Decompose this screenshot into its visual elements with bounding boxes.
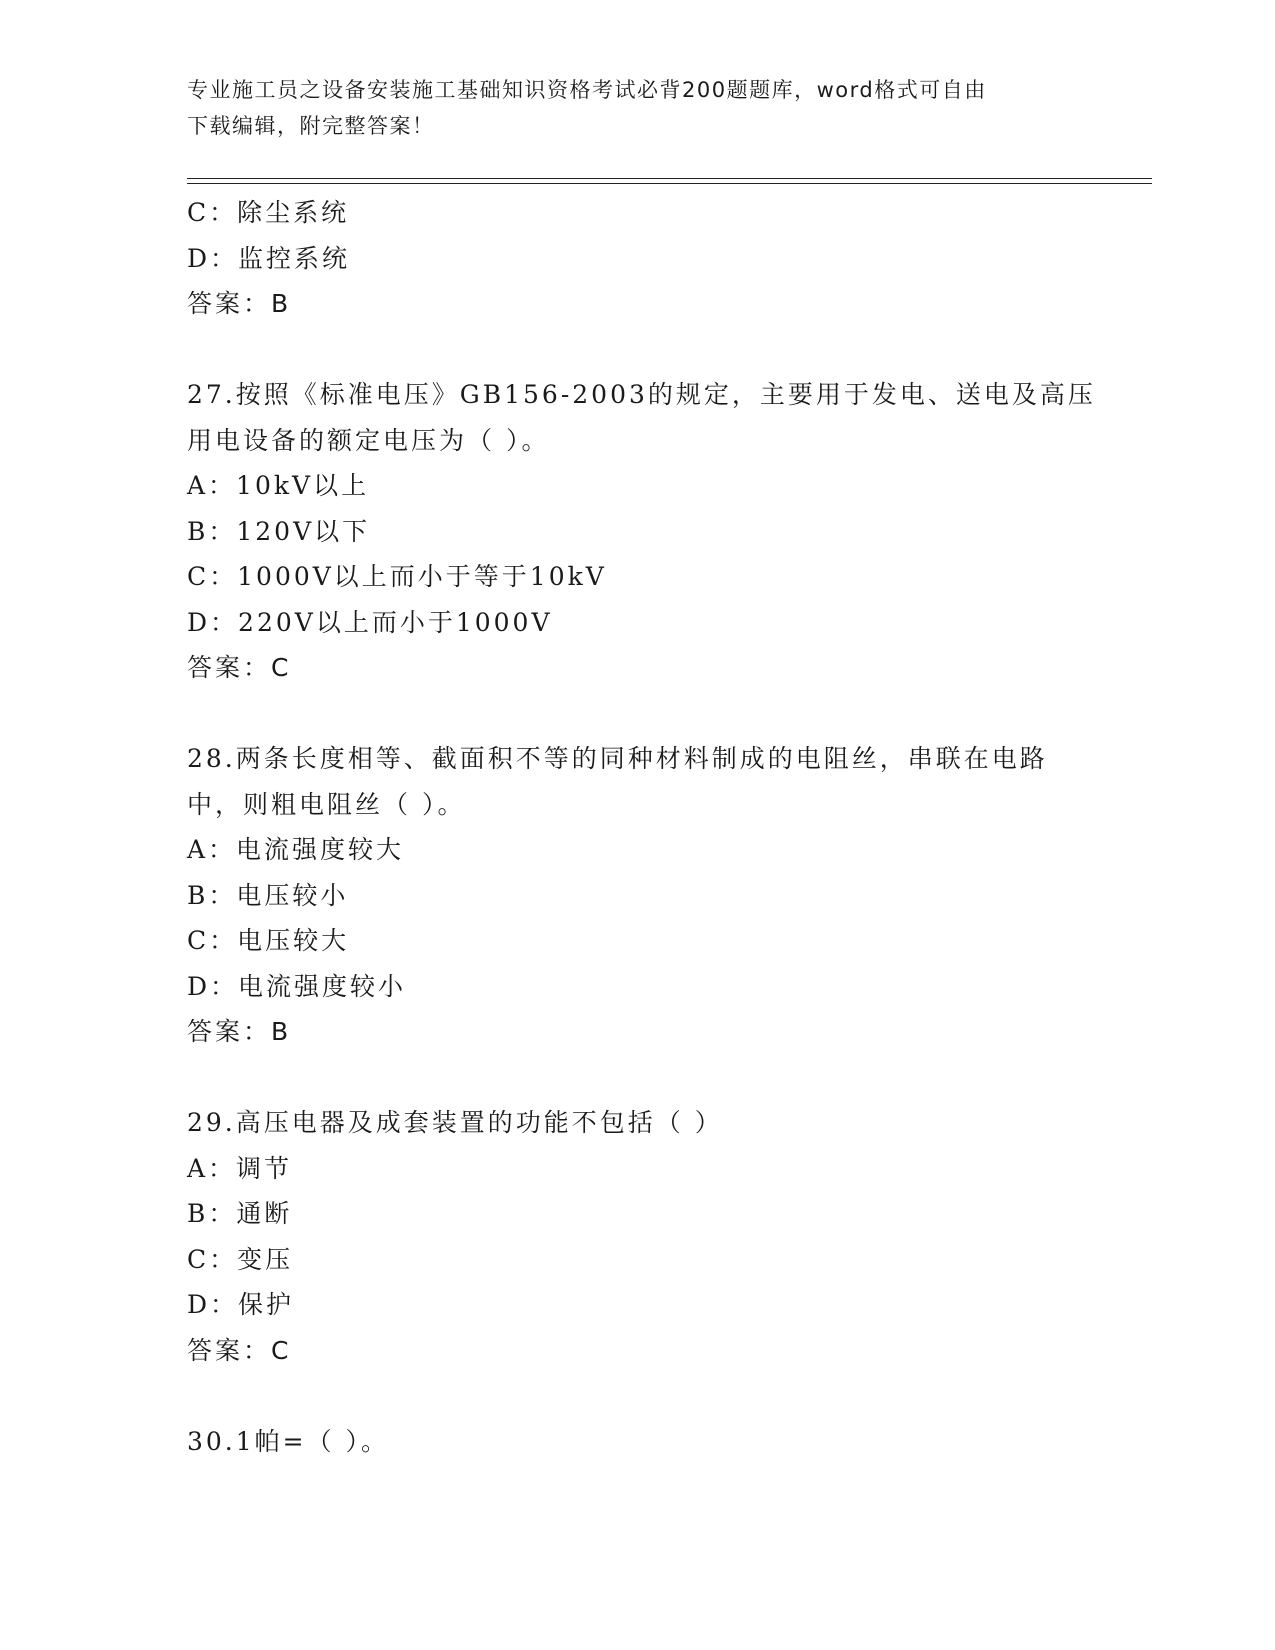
header-divider-bottom [187, 183, 1152, 184]
answer: 答案：C [187, 1335, 292, 1365]
option-a: A：电流强度较大 [187, 835, 405, 864]
page-header [187, 72, 1087, 144]
header-title-line-2: 下载编辑，附完整答案！ [187, 114, 435, 138]
question-29 [187, 1100, 1147, 1373]
option-c: C：变压 [187, 1244, 294, 1274]
question-stem-continued: 用电设备的额定电压为（ ）。 [187, 425, 550, 455]
question-stem: 27.按照《标准电压》GB156-2003的规定，主要用于发电、送电及高压 [187, 380, 1096, 409]
question-list [187, 190, 1147, 1464]
question-30 [187, 1419, 1147, 1465]
option-d: D：220V以上而小于1000V [187, 607, 553, 637]
answer: 答案：B [187, 1017, 292, 1046]
answer: 答案：C [187, 653, 292, 682]
question-stem-continued: 中，则粗电阻丝（ ）。 [187, 789, 466, 819]
option-c: C：除尘系统 [187, 198, 350, 227]
option-a: A：10kV以上 [187, 471, 370, 500]
header-divider-top [187, 178, 1152, 179]
option-b: B：120V以下 [187, 516, 371, 546]
question-stem: 29.高压电器及成套装置的功能不包括（ ） [187, 1108, 723, 1137]
option-d: D：监控系统 [187, 243, 351, 273]
question-stem: 30.1帕=（ ）。 [187, 1426, 390, 1456]
spacer [187, 1055, 1147, 1101]
question-27 [187, 372, 1147, 691]
question-28 [187, 736, 1147, 1055]
spacer [187, 691, 1147, 737]
option-d: D：保护 [187, 1290, 295, 1319]
option-b: B：电压较小 [187, 880, 349, 910]
header-title-line-1: 专业施工员之设备安装施工基础知识资格考试必背200题题库，word格式可自由 [187, 78, 987, 102]
question-stem: 28.两条长度相等、截面积不等的同种材料制成的电阻丝，串联在电路 [187, 744, 1048, 773]
option-c: C：1000V以上而小于等于10kV [187, 562, 607, 591]
question-26-tail [187, 190, 1147, 327]
option-c: C：电压较大 [187, 926, 350, 955]
option-a: A：调节 [187, 1153, 293, 1183]
spacer [187, 1373, 1147, 1419]
spacer [187, 327, 1147, 373]
option-d: D：电流强度较小 [187, 971, 407, 1001]
option-b: B：通断 [187, 1199, 293, 1228]
answer: 答案：B [187, 289, 292, 318]
